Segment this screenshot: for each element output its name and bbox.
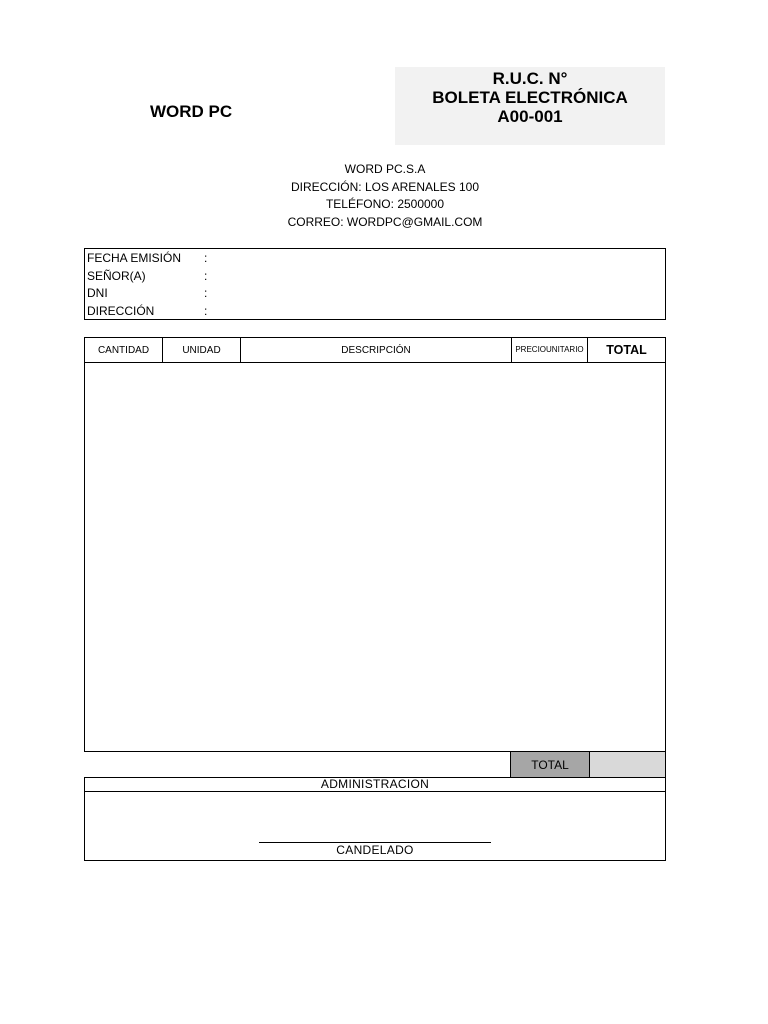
company-email: CORREO: WORDPC@GMAIL.COM (287, 214, 483, 229)
client-field-label: SEÑOR(A) (87, 268, 146, 283)
document-type: BOLETA ELECTRÓNICA (432, 88, 628, 107)
company-phone: TELÉFONO: 2500000 (325, 197, 445, 211)
signature-name: CANDELADO (336, 843, 414, 857)
total-label: TOTAL (511, 752, 590, 777)
client-field-fecha (87, 250, 665, 268)
company-legal-name: WORD PC.S.A (344, 162, 426, 176)
items-table-header (85, 338, 665, 363)
items-table (84, 337, 666, 752)
client-field-separator: : (204, 286, 208, 300)
column-header-precio-unitario (512, 338, 588, 362)
company-address: DIRECCIÓN: LOS ARENALES 100 (290, 179, 480, 194)
client-field-separator: : (204, 303, 208, 318)
client-field-label: FECHA EMISIÓN (87, 251, 182, 265)
admin-header: ADMINISTRACION (85, 778, 665, 792)
ruc-label: R.U.C. N° (492, 69, 568, 88)
client-field-label: DIRECCIÓN (87, 303, 155, 318)
client-field-dni (87, 285, 665, 303)
client-field-separator: : (204, 268, 208, 283)
company-info (230, 161, 540, 231)
column-header-unidad: UNIDAD (163, 338, 241, 362)
client-box (84, 248, 666, 320)
ruc-box (395, 67, 665, 145)
total-value (590, 752, 665, 777)
client-field-senor (87, 268, 665, 286)
column-header-cantidad: CANTIDAD (85, 338, 163, 362)
unitario-line: UNITARIO (546, 345, 584, 354)
precio-line: PRECIO (515, 345, 547, 354)
total-row (510, 751, 666, 778)
column-header-total: TOTAL (606, 343, 647, 357)
client-field-separator: : (204, 251, 208, 265)
column-header-descripcion: DESCRIPCIÓN (241, 338, 512, 362)
admin-box (84, 777, 666, 861)
document-number: A00-001 (497, 107, 563, 126)
client-field-label: DNI (87, 286, 108, 300)
company-name: WORD PC (150, 102, 233, 121)
client-field-direccion (87, 303, 665, 321)
